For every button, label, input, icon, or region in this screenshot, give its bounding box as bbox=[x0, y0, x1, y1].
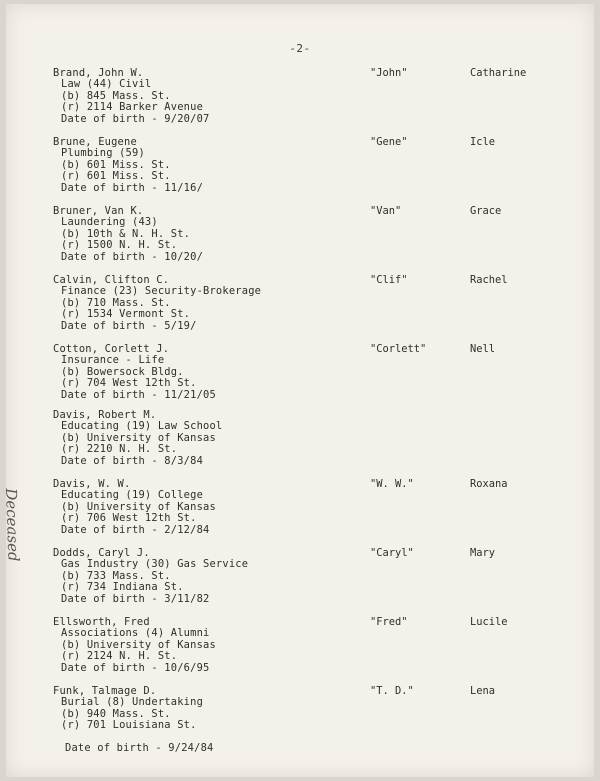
entry-name: Bruner, Van K. bbox=[53, 205, 144, 217]
entry-date-of-birth: Date of birth - 10/6/95 bbox=[61, 661, 210, 674]
entry-nickname: "T. D." bbox=[370, 685, 414, 697]
entry-business-address: (b) 10th & N. H. St. bbox=[61, 227, 191, 240]
entry-nickname: "Clif" bbox=[370, 274, 408, 286]
directory-entry bbox=[53, 410, 573, 467]
entry-date-of-birth: Date of birth - 2/12/84 bbox=[61, 523, 210, 536]
entry-date-of-birth: Date of birth - 5/19/ bbox=[61, 319, 197, 332]
entry-spouse: Icle bbox=[470, 136, 496, 148]
entry-occupation: Plumbing (59) bbox=[61, 147, 145, 160]
entry-occupation: Burial (8) Undertaking bbox=[61, 696, 204, 709]
entry-date-of-birth: Date of birth - 9/24/84 bbox=[65, 741, 214, 754]
entry-nickname: "Fred" bbox=[370, 616, 408, 628]
entry-nickname: "Van" bbox=[370, 205, 402, 217]
entry-name: Davis, W. W. bbox=[53, 478, 131, 490]
entry-occupation: Law (44) Civil bbox=[61, 78, 152, 91]
directory-entry bbox=[53, 68, 573, 125]
entry-date-of-birth: Date of birth - 8/3/84 bbox=[61, 454, 204, 467]
entry-name: Dodds, Caryl J. bbox=[53, 547, 150, 559]
entry-spouse: Lena bbox=[470, 685, 496, 697]
directory-entry bbox=[53, 479, 573, 536]
entry-residence-address: (r) 706 West 12th St. bbox=[61, 512, 197, 525]
entry-business-address: (b) 710 Mass. St. bbox=[61, 296, 171, 309]
entry-nickname: "W. W." bbox=[370, 478, 414, 490]
entry-business-address: (b) University of Kansas bbox=[61, 638, 216, 651]
directory-entry bbox=[53, 206, 573, 263]
entry-date-of-birth: Date of birth - 11/16/ bbox=[61, 181, 204, 194]
entry-occupation: Laundering (43) bbox=[61, 216, 158, 229]
entry-spouse: Mary bbox=[470, 547, 496, 559]
entry-business-address: (b) 733 Mass. St. bbox=[61, 569, 171, 582]
entry-occupation: Associations (4) Alumni bbox=[61, 627, 210, 640]
entry-occupation: Gas Industry (30) Gas Service bbox=[61, 558, 249, 571]
entry-spouse: Rachel bbox=[470, 274, 508, 286]
entry-residence-address: (r) 734 Indiana St. bbox=[61, 581, 184, 594]
page-number: -2- bbox=[289, 42, 311, 55]
entry-residence-address: (r) 2114 Barker Avenue bbox=[61, 101, 204, 114]
entry-date-of-birth: Date of birth - 9/20/07 bbox=[61, 112, 210, 125]
entry-residence-address: (r) 701 Louisiana St. bbox=[61, 719, 197, 732]
entry-spouse: Lucile bbox=[470, 616, 508, 628]
entry-occupation: Insurance - Life bbox=[61, 354, 165, 367]
entry-name: Funk, Talmage D. bbox=[53, 685, 157, 697]
directory-entry bbox=[53, 344, 573, 401]
entry-name: Ellsworth, Fred bbox=[53, 616, 150, 628]
entry-name: Brand, John W. bbox=[53, 67, 144, 79]
handwritten-margin-note: Deceased bbox=[2, 488, 23, 562]
entry-date-of-birth: Date of birth - 3/11/82 bbox=[61, 592, 210, 605]
entry-spouse: Nell bbox=[470, 343, 496, 355]
entry-name: Calvin, Clifton C. bbox=[53, 274, 170, 286]
entry-nickname: "John" bbox=[370, 67, 408, 79]
entry-spouse: Grace bbox=[470, 205, 502, 217]
directory-entry bbox=[53, 137, 573, 194]
entry-occupation: Finance (23) Security-Brokerage bbox=[61, 285, 262, 298]
entry-occupation: Educating (19) Law School bbox=[61, 420, 223, 433]
entry-residence-address: (r) 1534 Vermont St. bbox=[61, 308, 191, 321]
entry-residence-address: (r) 704 West 12th St. bbox=[61, 377, 197, 390]
entry-date-of-birth: Date of birth - 11/21/05 bbox=[61, 388, 216, 401]
entry-name: Cotton, Corlett J. bbox=[53, 343, 170, 355]
entry-name: Davis, Robert M. bbox=[53, 409, 157, 421]
entry-name: Brune, Eugene bbox=[53, 136, 137, 148]
directory-entry bbox=[53, 548, 573, 605]
entry-residence-address: (r) 2124 N. H. St. bbox=[61, 650, 178, 663]
entry-business-address: (b) Bowersock Bldg. bbox=[61, 365, 184, 378]
directory-entry bbox=[53, 617, 573, 674]
entry-business-address: (b) 601 Miss. St. bbox=[61, 158, 171, 171]
entry-residence-address: (r) 601 Miss. St. bbox=[61, 170, 171, 183]
entry-business-address: (b) University of Kansas bbox=[61, 431, 216, 444]
entry-residence-address: (r) 2210 N. H. St. bbox=[61, 443, 178, 456]
directory-entry bbox=[53, 686, 573, 754]
entry-business-address: (b) University of Kansas bbox=[61, 500, 216, 513]
document-page bbox=[2, 4, 594, 777]
entry-business-address: (b) 845 Mass. St. bbox=[61, 89, 171, 102]
entry-nickname: "Caryl" bbox=[370, 547, 414, 559]
directory-entry bbox=[53, 275, 573, 332]
entry-date-of-birth: Date of birth - 10/20/ bbox=[61, 250, 204, 263]
entry-nickname: "Corlett" bbox=[370, 343, 427, 355]
entry-nickname: "Gene" bbox=[370, 136, 408, 148]
entry-spouse: Catharine bbox=[470, 67, 527, 79]
entry-occupation: Educating (19) College bbox=[61, 489, 204, 502]
entry-spouse: Roxana bbox=[470, 478, 508, 490]
entry-residence-address: (r) 1500 N. H. St. bbox=[61, 239, 178, 252]
entry-business-address: (b) 940 Mass. St. bbox=[61, 707, 171, 720]
